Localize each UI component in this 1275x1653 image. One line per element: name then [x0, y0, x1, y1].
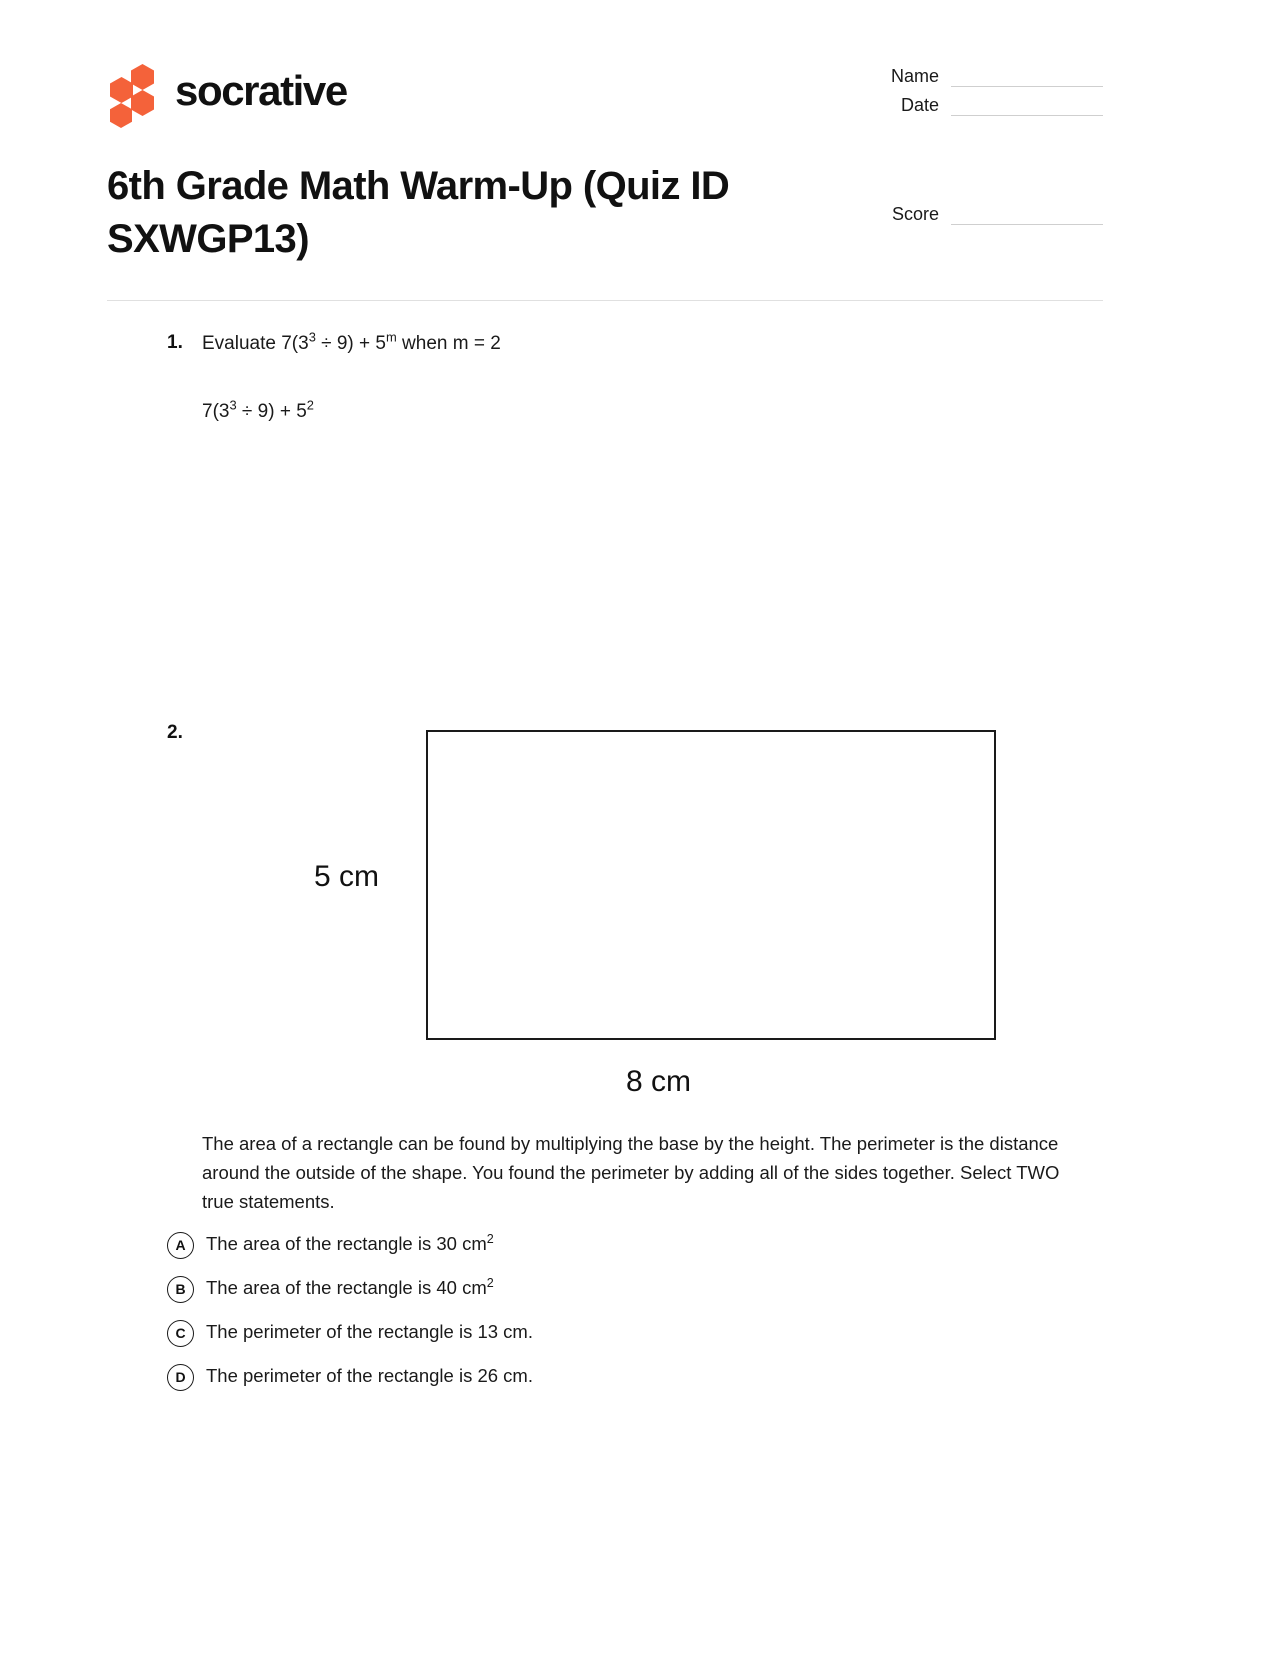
choice-exponent: 2	[486, 1231, 494, 1246]
score-input-line[interactable]	[951, 204, 1103, 225]
rectangle-shape	[426, 730, 996, 1040]
name-field-row	[863, 58, 1103, 87]
prompt-text-part: when m = 2	[396, 333, 501, 354]
hexagon-shape	[110, 103, 132, 128]
prompt-text-part: ÷ 9) + 5	[315, 333, 386, 354]
choice-text-c	[206, 1319, 533, 1346]
name-field-label: Name	[890, 66, 939, 86]
choice-bubble-a[interactable]: A	[167, 1232, 194, 1259]
prompt-exponent: m	[385, 329, 397, 345]
work-exponent: 2	[306, 397, 314, 413]
prompt-exponent: 3	[308, 329, 316, 345]
choice-bubble-d[interactable]: D	[167, 1364, 194, 1391]
date-field-label: Date	[900, 95, 939, 115]
work-exponent: 3	[229, 397, 237, 413]
hexagon-shape	[131, 64, 154, 90]
question-2-choices	[175, 1231, 1103, 1391]
prompt-text-part: Evaluate 7(3	[202, 333, 309, 354]
choice-bubble-c[interactable]: C	[167, 1320, 194, 1347]
choice-text-part: The perimeter of the rectangle is 13 cm.	[206, 1320, 533, 1342]
date-field-row	[863, 87, 1103, 116]
hexagon-shape	[110, 77, 133, 103]
score-field-row	[863, 196, 1103, 225]
name-date-fields	[863, 58, 1103, 116]
question-2-description: The area of a rectangle can be found by multiplying the base by the height. The perimeter is the distance around the outside of the shape. You found the perimeter by adding all of the sides together. Select TWO true statements.	[202, 1133, 1060, 1212]
work-text-part: ÷ 9) + 5	[236, 400, 307, 422]
header-divider	[107, 300, 1103, 301]
brand-wordmark: socrative	[175, 67, 347, 114]
question-2-number: 2.	[167, 722, 183, 743]
score-field-group	[863, 196, 1103, 225]
choice-option-b[interactable]	[167, 1275, 1103, 1303]
choice-bubble-b[interactable]: B	[167, 1276, 194, 1303]
choice-option-c[interactable]	[167, 1319, 1103, 1347]
rectangle-base-label: 8 cm	[626, 1065, 692, 1098]
date-input-line[interactable]	[951, 95, 1103, 116]
choice-option-d[interactable]	[167, 1363, 1103, 1391]
question-2	[107, 720, 1103, 1407]
question-1-prompt	[202, 330, 1103, 359]
work-text-part: 7(3	[202, 400, 230, 422]
choice-exponent: 2	[486, 1275, 494, 1290]
question-1-answer-space[interactable]	[202, 423, 1103, 673]
rectangle-figure	[202, 720, 1103, 1120]
choice-text-part: The perimeter of the rectangle is 26 cm.	[206, 1364, 533, 1386]
score-field-label: Score	[891, 204, 939, 224]
question-1-body	[202, 330, 1103, 673]
page-header	[107, 58, 1103, 148]
question-2-body	[175, 720, 1103, 1391]
question-1-number: 1.	[167, 332, 183, 353]
choice-text-part: The area of the rectangle is 30 cm	[206, 1232, 487, 1254]
hexagon-shape	[131, 90, 154, 116]
page-title: 6th Grade Math Warm-Up (Quiz ID SXWGP13)	[107, 164, 730, 261]
rectangle-height-label: 5 cm	[314, 860, 380, 893]
question-1-work-expression	[202, 397, 1103, 423]
socrative-hexagon-logo-icon	[107, 64, 161, 118]
choice-text-b	[206, 1275, 494, 1302]
choice-text-a	[206, 1231, 494, 1258]
choice-text-d	[206, 1363, 533, 1390]
choice-option-a[interactable]	[167, 1231, 1103, 1259]
socrative-logo	[107, 64, 347, 118]
choice-text-part: The area of the rectangle is 40 cm	[206, 1276, 487, 1298]
name-input-line[interactable]	[951, 66, 1103, 87]
question-1	[107, 330, 1103, 673]
